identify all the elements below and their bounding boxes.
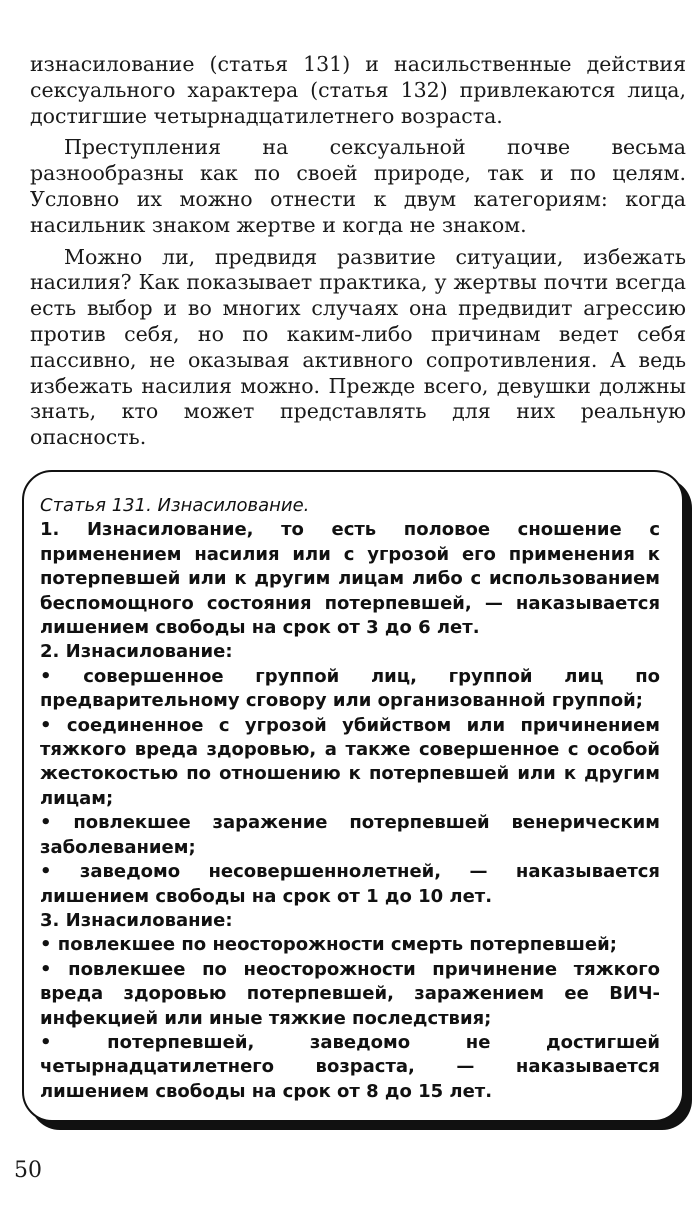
info-box-heading: Статья 131. Изнасилование. bbox=[40, 495, 310, 516]
info-box-item: • повлекшее по неосторожности смерть потерпевшей; bbox=[40, 934, 617, 956]
info-box-item: • повлекшее заражение потерпевшей венерическим заболеванием; bbox=[40, 812, 660, 858]
page-number: 50 bbox=[14, 1158, 42, 1183]
info-box-item: • совершенное группой лиц, группой лиц по предварительному сговору или организованной группой; bbox=[40, 665, 660, 712]
info-box-item: 3. Изнасилование: bbox=[40, 909, 233, 931]
info-box-item: 2. Изнасилование: bbox=[40, 641, 233, 663]
paragraph-2: Преступления на сексуальной почве весьма разнообразны как по своей природе, так и по целям. Условно их можно отнести к двум категориям: когда насильник знаком жертве и когда не знаком. bbox=[30, 135, 686, 237]
main-text bbox=[30, 52, 686, 451]
info-box-content bbox=[40, 494, 660, 1104]
info-box-item: • соединенное с угрозой убийством или причинением тяжкого вреда здоровью, а также совершенное с особой жестокостью по отношению к потерпевшей или к другим лицам; bbox=[40, 714, 660, 809]
info-box-item: • потерпевшей, заведомо не достигшей четырнадцатилетнего возраста, — наказывается лишением свободы на срок от 8 до 15 лет. bbox=[40, 1031, 660, 1102]
paragraph-3: Можно ли, предвидя развитие ситуации, избежать насилия? Как показывает практика, у жертвы почти всегда есть выбор и во многих случаях она предвидит агрессию против себя, но по каким-либо причинам ведет себя пассивно, не оказывая активного сопротивления. А ведь избежать насилия можно. Прежде всего, девушки должны знать, кто может представлять для них реальную опасность. bbox=[30, 244, 686, 450]
info-box-item: • повлекшее по неосторожности причинение тяжкого вреда здоровью потерпевшей, заражением ее ВИЧ-инфекцией или иные тяжкие последствия; bbox=[40, 958, 660, 1029]
info-box-item: 1. Изнасилование, то есть половое сношение с применением насилия или с угрозой его применения к потерпевшей или к другим лицам либо с использованием беспомощного состояния потерпевшей, — наказывается лишением свободы на срок от 3 до 6 лет. bbox=[40, 519, 660, 639]
info-box-item: • заведомо несовершеннолетней, — наказывается лишением свободы на срок от 1 до 10 лет. bbox=[40, 861, 660, 907]
paragraph-1: изнасилование (статья 131) и насильственные действия сексуального характера (статья 132) привлекаются лица, достигшие четырнадцатилетнего возраста. bbox=[30, 52, 686, 128]
